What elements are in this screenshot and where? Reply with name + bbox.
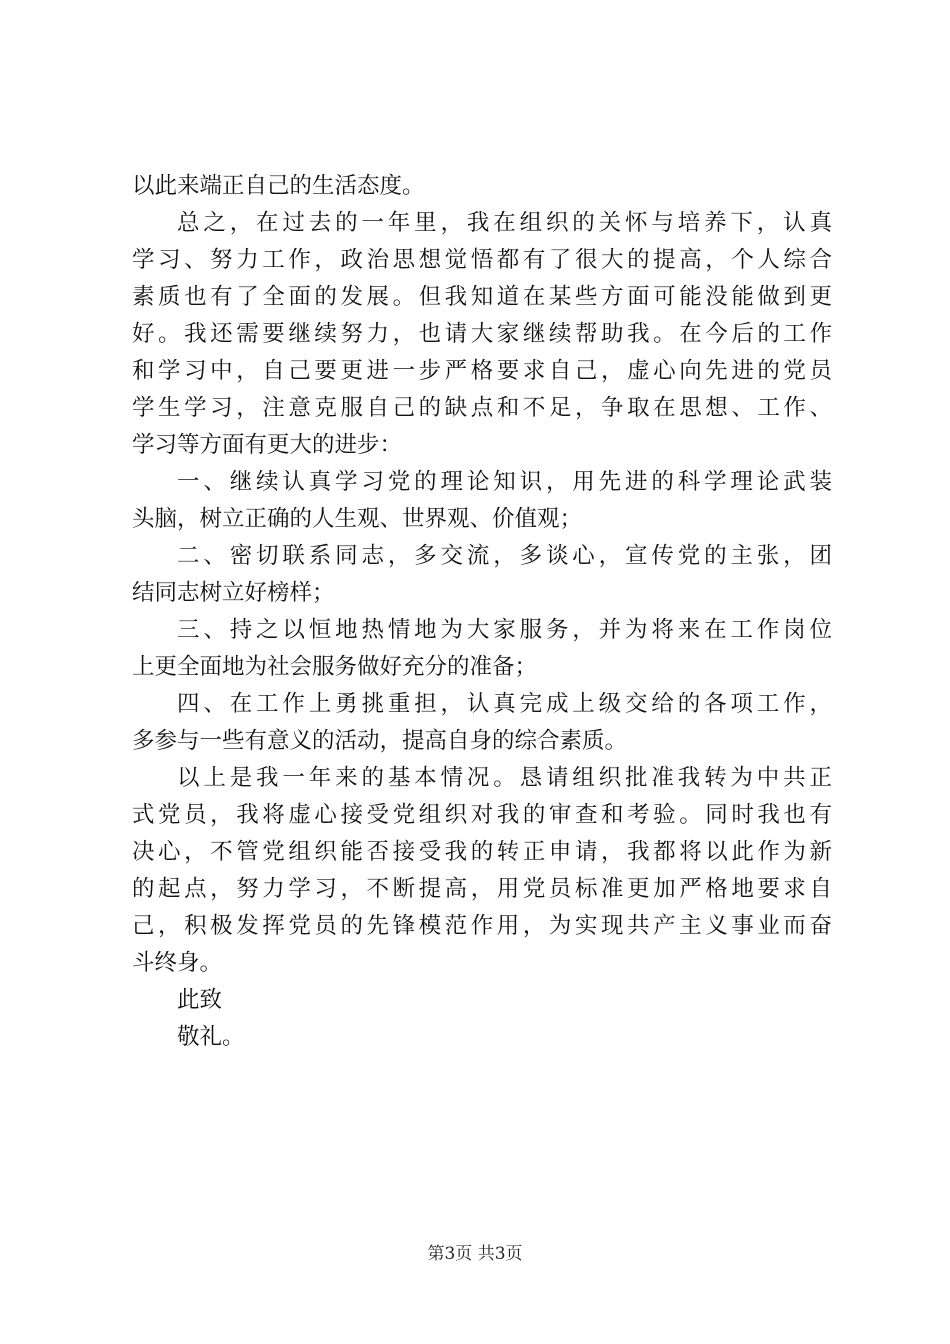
text-line: 素质也有了全面的发展。但我知道在某些方面可能没能做到更: [132, 284, 832, 310]
text-line: 和学习中，自己要更进一步严格要求自己，虚心向先进的党员: [132, 358, 832, 384]
text-line: 己，积极发挥党员的先锋模范作用，为实现共产主义事业而奋: [132, 913, 832, 939]
text-line: 三、持之以恒地热情地为大家服务，并为将来在工作岗位: [177, 617, 832, 643]
text-line: 多参与一些有意义的活动，提高自身的综合素质。: [132, 728, 628, 754]
text-line: 二、密切联系同志，多交流，多谈心，宣传党的主张，团: [177, 543, 832, 569]
text-line: 的起点，努力学习，不断提高，用党员标准更加严格地要求自: [132, 876, 832, 902]
text-line: 决心，不管党组织能否接受我的转正申请，我都将以此作为新: [132, 839, 832, 865]
text-line: 学习等方面有更大的进步：: [132, 432, 403, 458]
document-body: [132, 168, 832, 1056]
text-line: 头脑，树立正确的人生观、世界观、价值观；: [132, 506, 583, 532]
text-line: 以此来端正自己的生活态度。: [132, 173, 425, 199]
text-line: 四、在工作上勇挑重担，认真完成上级交给的各项工作，: [177, 691, 832, 717]
closing-line: 此致: [177, 987, 223, 1013]
text-line: 学习、努力工作，政治思想觉悟都有了很大的提高，个人综合: [132, 247, 832, 273]
text-line: 学生学习，注意克服自己的缺点和不足，争取在思想、工作、: [132, 395, 832, 421]
page-number: 第3页 共3页: [427, 1244, 523, 1264]
text-line: 结同志树立好榜样；: [132, 580, 335, 606]
text-line: 上更全面地为社会服务做好充分的准备；: [132, 654, 538, 680]
text-line: 总之，在过去的一年里，我在组织的关怀与培养下，认真: [177, 210, 832, 236]
text-line: 以上是我一年来的基本情况。恳请组织批准我转为中共正: [177, 765, 832, 791]
text-line: 好。我还需要继续努力，也请大家继续帮助我。在今后的工作: [132, 321, 832, 347]
text-line: 一、继续认真学习党的理论知识，用先进的科学理论武装: [177, 469, 832, 495]
text-line: 斗终身。: [132, 950, 223, 976]
text-line: 式党员，我将虚心接受党组织对我的审查和考验。同时我也有: [132, 802, 832, 828]
salutation-line: 敬礼。: [177, 1024, 245, 1050]
